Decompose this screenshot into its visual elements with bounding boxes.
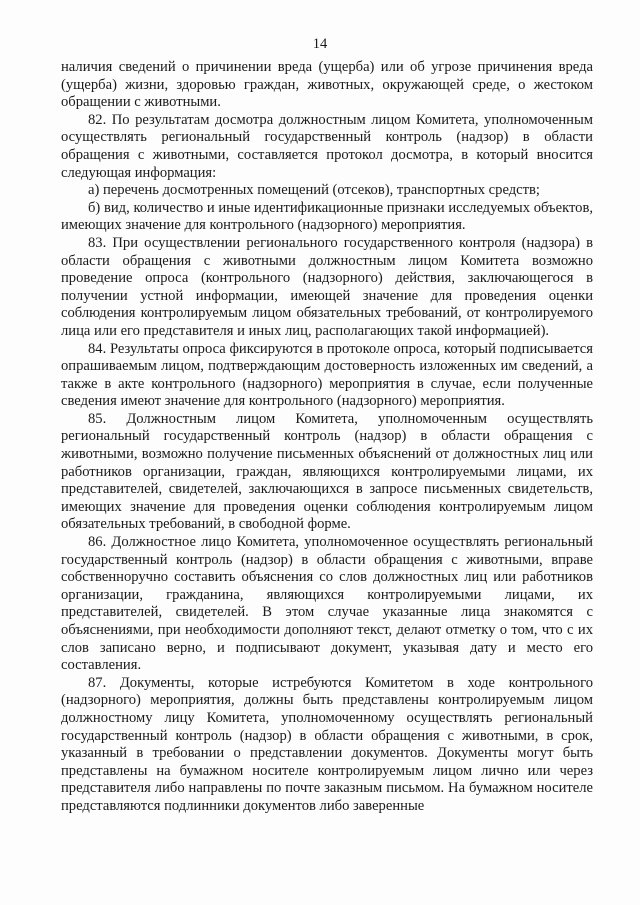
page-number: 14	[312, 36, 328, 52]
list-item-b: б) вид, количество и иные идентификационные признаки исследуемых объектов, имеющих значение для контрольного (надзорного) мероприятия.	[61, 199, 593, 234]
paragraph-86: 86. Должностное лицо Комитета, уполномоченное осуществлять региональный государственный контроль (надзор) в области обращения с животными, вправе собственноручно составить объяснения со слов должностных лиц или работников организации, гражданина, являющихся контролируемыми лицами, их представителей, свидетелей. В этом случае указанные лица знакомятся с объяснениями, при необходимости дополняют текст, делают отметку о том, что с их слов записано верно, и подписывают документ, указывая дату и место его составления.	[61, 534, 593, 674]
list-item-a: а) перечень досмотренных помещений (отсеков), транспортных средств;	[88, 182, 540, 199]
paragraph: наличия сведений о причинении вреда (ущерба) или об угрозе причинения вреда (ущерба) жизни, здоровью граждан, животных, окружающей среде, о жестоком обращении с животными.	[61, 59, 593, 111]
paragraph-83: 83. При осуществлении регионального государственного контроля (надзора) в области обращения с животными должностным лицом Комитета возможно проведение опроса (контрольного (надзорного) действия, заключающегося в получении устной информации, имеющей значение для проведения оценки соблюдения контролируемым лицом обязательных требований, от контролируемого лица или его представителя и иных лиц, располагающих такой информацией).	[61, 234, 593, 339]
paragraph-85: 85. Должностным лицом Комитета, уполномоченным осуществлять региональный государственный контроль (надзор) в области обращения с животными, возможно получение письменных объяснений от должностных лиц или работников организации, граждан, являющихся контролируемыми лицами, их представителей, свидетелей, заключающихся в запросе письменных свидетельств, имеющих значение для проведения оценки соблюдения контролируемым лицом обязательных требований, в свободной форме.	[61, 410, 593, 533]
paragraph-84: 84. Результаты опроса фиксируются в протоколе опроса, который подписывается опрашиваемым лицом, подтверждающим достоверность изложенных им сведений, а также в акте контрольного (надзорного) мероприятия в случае, если полученные сведения имеют значение для контрольного (надзорного) мероприятия.	[61, 340, 593, 410]
paragraph-87: 87. Документы, которые истребуются Комитетом в ходе контрольного (надзорного) мероприятия, должны быть представлены контролируемым лицом должностному лицу Комитета, уполномоченному осуществлять региональный государственный контроль (надзор) в области обращения с животными, в срок, указанный в требовании о представлении документов. Документы могут быть представлены на бумажном носителе контролируемым лицом лично или через представителя либо направлены по почте заказным письмом. На бумажном носителе представляются подлинники документов либо заверенные	[61, 674, 593, 814]
document-body	[61, 59, 593, 816]
paragraph-82: 82. По результатам досмотра должностным лицом Комитета, уполномоченным осуществлять региональный государственный контроль (надзор) в области обращения с животными, составляется протокол досмотра, в который вносится следующая информация:	[61, 111, 593, 181]
